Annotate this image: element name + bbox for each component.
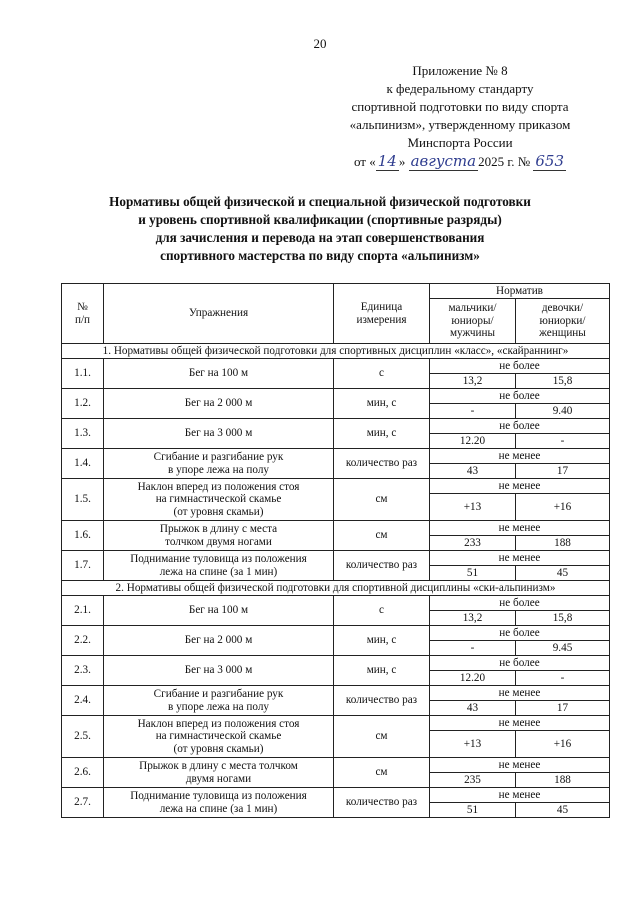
value-female: 188 [516, 536, 610, 551]
value-male: +13 [430, 731, 516, 758]
value-male: - [430, 404, 516, 419]
row-condition: не менее [430, 686, 610, 701]
value-female: 15,8 [516, 374, 610, 389]
row-unit: количество раз [334, 686, 430, 716]
value-male: 12.20 [430, 434, 516, 449]
row-exercise: Прыжок в длину с места толчком двумя ногами [104, 521, 334, 551]
table-row [62, 479, 610, 494]
order-date-line [310, 152, 610, 171]
table-row [62, 389, 610, 404]
row-condition: не менее [430, 758, 610, 773]
row-condition: не более [430, 389, 610, 404]
table-row [62, 716, 610, 731]
row-number: 1.3. [62, 419, 104, 449]
row-condition: не менее [430, 716, 610, 731]
appendix-line: Приложение № 8 [412, 63, 508, 78]
date-year: 2025 г. № [478, 154, 531, 169]
value-female: 15,8 [516, 611, 610, 626]
row-unit: см [334, 479, 430, 521]
value-male: +13 [430, 494, 516, 521]
appendix-line: спортивной подготовки по виду спорта [351, 99, 569, 114]
date-mid: » [398, 154, 406, 169]
row-number: 2.5. [62, 716, 104, 758]
row-unit: мин, с [334, 389, 430, 419]
row-exercise: Поднимание туловища из положения лежа на спине (за 1 мин) [104, 551, 334, 581]
value-male: 12.20 [430, 671, 516, 686]
header-male: мальчики/ юниоры/ мужчины [430, 299, 516, 344]
value-male: 13,2 [430, 374, 516, 389]
value-male: 13,2 [430, 611, 516, 626]
title-line: Нормативы общей физической и специальной физической подготовки [109, 194, 531, 209]
table-row [62, 686, 610, 701]
row-number: 2.2. [62, 626, 104, 656]
value-female: 9.45 [516, 641, 610, 656]
table-row [62, 449, 610, 464]
row-condition: не более [430, 596, 610, 611]
section-row [62, 581, 610, 596]
row-condition: не менее [430, 788, 610, 803]
header-norm: Норматив [430, 284, 610, 299]
norms-table [61, 283, 610, 818]
row-unit: мин, с [334, 626, 430, 656]
table-row [62, 521, 610, 536]
title-line: спортивного мастерства по виду спорта «альпинизм» [160, 248, 480, 263]
value-female: 17 [516, 701, 610, 716]
value-male: 43 [430, 464, 516, 479]
row-unit: см [334, 716, 430, 758]
document-title [60, 193, 580, 265]
value-male: 51 [430, 566, 516, 581]
table-row [62, 596, 610, 611]
value-female: +16 [516, 731, 610, 758]
row-condition: не более [430, 359, 610, 374]
row-condition: не более [430, 626, 610, 641]
value-female: 17 [516, 464, 610, 479]
row-condition: не более [430, 419, 610, 434]
row-exercise: Бег на 2 000 м [104, 389, 334, 419]
row-unit: количество раз [334, 551, 430, 581]
table-row [62, 758, 610, 773]
value-male: 51 [430, 803, 516, 818]
title-line: для зачисления и перевода на этап совершенствования [155, 230, 485, 245]
date-prefix: от « [353, 154, 376, 169]
appendix-line: «альпинизм», утвержденному приказом [349, 117, 571, 132]
table-row [62, 626, 610, 641]
row-exercise: Бег на 3 000 м [104, 419, 334, 449]
value-female: 9.40 [516, 404, 610, 419]
row-number: 2.6. [62, 758, 104, 788]
value-male: 43 [430, 701, 516, 716]
row-exercise: Наклон вперед из положения стоя на гимнастической скамье (от уровня скамьи) [104, 716, 334, 758]
row-exercise: Бег на 100 м [104, 359, 334, 389]
table-header [62, 284, 610, 344]
value-female: 45 [516, 566, 610, 581]
value-male: - [430, 641, 516, 656]
row-unit: мин, с [334, 656, 430, 686]
title-line: и уровень спортивной квалификации (спортивные разряды) [138, 212, 502, 227]
row-exercise: Сгибание и разгибание рук в упоре лежа на полу [104, 686, 334, 716]
row-number: 2.7. [62, 788, 104, 818]
row-number: 1.6. [62, 521, 104, 551]
date-month-handwritten: августа [410, 152, 477, 170]
row-condition: не менее [430, 479, 610, 494]
date-day-handwritten: 14 [377, 152, 397, 170]
row-condition: не более [430, 656, 610, 671]
appendix-line: к федеральному стандарту [386, 81, 534, 96]
table-row [62, 788, 610, 803]
row-exercise: Прыжок в длину с места толчком двумя ногами [104, 758, 334, 788]
row-unit: см [334, 521, 430, 551]
value-male: 235 [430, 773, 516, 788]
row-exercise: Бег на 2 000 м [104, 626, 334, 656]
header-unit: Единица измерения [334, 284, 430, 344]
row-exercise: Бег на 3 000 м [104, 656, 334, 686]
value-female: +16 [516, 494, 610, 521]
value-female: - [516, 434, 610, 449]
header-number: № п/п [62, 284, 104, 344]
row-number: 1.5. [62, 479, 104, 521]
value-female: - [516, 671, 610, 686]
row-exercise: Сгибание и разгибание рук в упоре лежа на полу [104, 449, 334, 479]
row-number: 2.4. [62, 686, 104, 716]
section-title: 2. Нормативы общей физической подготовки для спортивной дисциплины «ски-альпинизм» [62, 581, 610, 596]
row-unit: см [334, 758, 430, 788]
row-number: 2.1. [62, 596, 104, 626]
value-female: 188 [516, 773, 610, 788]
row-number: 1.4. [62, 449, 104, 479]
value-male: 233 [430, 536, 516, 551]
row-unit: количество раз [334, 449, 430, 479]
section-row [62, 344, 610, 359]
row-exercise: Бег на 100 м [104, 596, 334, 626]
row-exercise: Наклон вперед из положения стоя на гимнастической скамье (от уровня скамьи) [104, 479, 334, 521]
table-row [62, 551, 610, 566]
row-number: 1.1. [62, 359, 104, 389]
section-title: 1. Нормативы общей физической подготовки для спортивных дисциплин «класс», «скайраннинг» [62, 344, 610, 359]
header-female: девочки/ юниорки/ женщины [516, 299, 610, 344]
row-number: 2.3. [62, 656, 104, 686]
page-number: 20 [313, 36, 327, 51]
row-unit: количество раз [334, 788, 430, 818]
row-unit: с [334, 596, 430, 626]
row-condition: не менее [430, 449, 610, 464]
row-number: 1.7. [62, 551, 104, 581]
row-unit: мин, с [334, 419, 430, 449]
value-female: 45 [516, 803, 610, 818]
row-number: 1.2. [62, 389, 104, 419]
table-row [62, 656, 610, 671]
row-unit: с [334, 359, 430, 389]
appendix-block [310, 62, 610, 171]
table-row [62, 419, 610, 434]
appendix-line: Минспорта России [407, 135, 513, 150]
order-number-handwritten: 653 [535, 152, 565, 170]
row-exercise: Поднимание туловища из положения лежа на спине (за 1 мин) [104, 788, 334, 818]
table-body [62, 344, 610, 818]
row-condition: не менее [430, 521, 610, 536]
table-row [62, 359, 610, 374]
header-exercise: Упражнения [104, 284, 334, 344]
row-condition: не менее [430, 551, 610, 566]
